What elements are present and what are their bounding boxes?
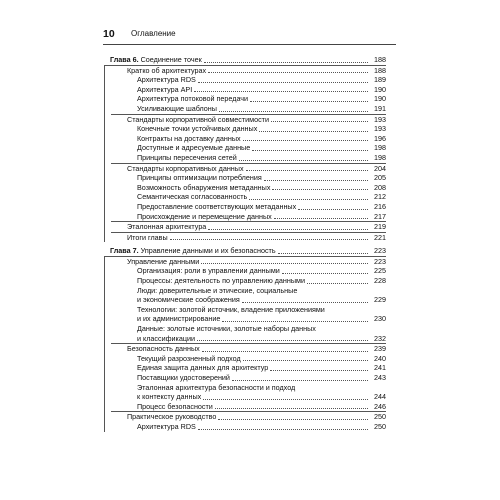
toc-entry [111, 153, 386, 163]
dot-leader [208, 229, 368, 230]
toc-page-number: 204 [374, 163, 386, 173]
toc-entry [111, 104, 386, 114]
toc-entry-label: Стандарты корпоративных данных [127, 163, 244, 173]
toc-entry [111, 183, 386, 193]
dot-leader [252, 150, 368, 151]
toc-chapter-entry [110, 246, 386, 256]
toc-entry [111, 163, 386, 174]
dot-leader [218, 419, 368, 420]
toc-entry-label: Текущий разрозненный подход [137, 353, 241, 363]
toc-entry-label: Организация: роли в управлении данными [137, 266, 280, 276]
dot-leader [243, 360, 368, 361]
toc-entry [111, 383, 386, 402]
toc-page-number: 250 [374, 421, 386, 431]
toc-page-number: 219 [374, 222, 386, 232]
dot-leader [201, 263, 368, 264]
dot-leader [246, 170, 368, 171]
toc-entry [111, 276, 386, 286]
dot-leader [264, 180, 368, 181]
toc-entry-label: Архитектура API [137, 84, 193, 94]
toc-page-number: 193 [374, 124, 386, 134]
dot-leader [274, 218, 368, 219]
dot-leader [250, 101, 368, 102]
toc-entry-label-continued: к контексту данных [137, 392, 202, 402]
toc-entry [111, 202, 386, 212]
toc-entry [111, 266, 386, 276]
toc-entry-label: Эталонная архитектура [127, 222, 207, 232]
toc-entry-label-continued: и экономические соображения [137, 295, 240, 305]
toc-entry-label: Архитектура RDS [137, 421, 196, 431]
toc-entry [111, 354, 386, 364]
toc-page-number: 223 [374, 256, 386, 266]
dot-leader [298, 209, 368, 210]
toc-entry [111, 221, 386, 232]
toc-entry [111, 422, 386, 432]
toc-page-number: 221 [374, 232, 386, 242]
chapter-title: Управление данными и их безопасность [140, 246, 276, 256]
toc-entry-label: Данные: золотые источники, золотые наборы данных [137, 324, 316, 334]
toc-entry [111, 75, 386, 85]
dot-leader [204, 62, 368, 63]
toc-page-number: 228 [374, 276, 386, 286]
toc-entry [111, 324, 386, 343]
dot-leader [239, 160, 368, 161]
toc-page-number: 212 [374, 192, 386, 202]
dot-leader [197, 340, 368, 341]
dot-leader [272, 189, 368, 190]
toc-page-number: 208 [374, 182, 386, 192]
toc-chapter-block [110, 55, 386, 242]
chapter-number: Глава 7. [110, 246, 139, 256]
toc-entry [111, 85, 386, 95]
toc-page-number: 241 [374, 363, 386, 373]
toc-entry-label: Процессы: деятельность по управлению данными [137, 276, 305, 286]
toc-entry-label: Предоставление соответствующих метаданных [137, 201, 297, 211]
dot-leader [259, 131, 368, 132]
toc-chapter-label [110, 246, 276, 256]
toc-page-number: 205 [374, 173, 386, 183]
toc-entry-label: Процесс безопасности [137, 401, 213, 411]
header-rule [103, 44, 396, 45]
toc-page-number: 246 [374, 401, 386, 411]
toc-entry-label: Возможность обнаружения метаданных [137, 182, 271, 192]
toc-page-number: 225 [374, 266, 386, 276]
toc-entry-label: Единая защита данных для архитектур [137, 363, 269, 373]
toc-entry [111, 114, 386, 125]
toc-chapter-block [110, 246, 386, 431]
toc-entry-label: Архитектура RDS [137, 75, 196, 85]
toc-entry-label: Принципы оптимизации потребления [137, 173, 262, 183]
toc-entry-label: Итоги главы [127, 232, 168, 242]
toc-entry-label: Безопасность данных [127, 344, 200, 354]
toc-page-number: 191 [374, 103, 386, 113]
toc-entry [111, 192, 386, 202]
toc-entry-label: Конечные точки устойчивых данных [137, 124, 258, 134]
toc-entry-label: Кратко об архитектурах [127, 65, 207, 75]
toc-page-number: 196 [374, 133, 386, 143]
dot-leader [202, 351, 368, 352]
toc-chapter-label [110, 55, 202, 65]
toc-entry [111, 257, 386, 267]
toc-entry-label: Усиливающие шаблоны [137, 103, 217, 113]
toc-entry [111, 363, 386, 373]
toc-entry [111, 411, 386, 422]
dot-leader [203, 399, 368, 400]
toc-entry [111, 94, 386, 104]
toc-page-number: 230 [374, 314, 386, 324]
toc-page-number: 217 [374, 211, 386, 221]
toc-entry [111, 124, 386, 134]
toc-entry [111, 343, 386, 354]
toc-page-number: 223 [374, 246, 386, 256]
toc-entry-label: Стандарты корпоративной совместимости [127, 114, 269, 124]
toc-page-number: 244 [374, 392, 386, 402]
toc-entry-label-continued: и классификации [137, 333, 196, 343]
toc-chapter-sections [104, 65, 386, 243]
toc-page-number: 250 [374, 412, 386, 422]
dot-leader [222, 321, 368, 322]
toc-entry-label: Контракты на доставку данных [137, 133, 241, 143]
dot-leader [249, 199, 368, 200]
dot-leader [270, 370, 368, 371]
toc-page-number: 240 [374, 353, 386, 363]
toc-page-number: 243 [374, 373, 386, 382]
dot-leader [198, 429, 368, 430]
toc-entry-label: Доступные и адресуемые данные [137, 143, 251, 153]
toc-entry-label: Технологии: золотой источник, владение приложениями [137, 304, 325, 314]
toc-page-number: 193 [374, 114, 386, 124]
toc-entry-label: Архитектура потоковой передачи [137, 94, 249, 104]
toc-page-number: 198 [374, 143, 386, 153]
toc-entry-label-continued: и их администрирование [137, 314, 221, 324]
toc-entry [111, 232, 386, 243]
dot-leader [198, 82, 368, 83]
toc-entry [111, 173, 386, 183]
toc-page-number: 239 [374, 344, 386, 354]
toc-page-number: 232 [374, 333, 386, 343]
toc-chapter-sections [104, 256, 386, 432]
dot-leader [219, 111, 368, 112]
toc-entry-label: Семантическая согласованность [137, 192, 248, 202]
toc-entry-label: Люди: доверительные и этические, социальные [137, 285, 298, 295]
running-title: Оглавление [131, 29, 176, 38]
toc-entry [111, 286, 386, 305]
dot-leader [208, 72, 368, 73]
toc-page-number: 189 [374, 75, 386, 85]
toc-page-number: 216 [374, 201, 386, 211]
dot-leader [232, 380, 368, 381]
toc-entry [111, 212, 386, 222]
toc-page-number: 188 [374, 55, 386, 64]
toc-entry [111, 143, 386, 153]
toc-entry [111, 134, 386, 144]
dot-leader [170, 239, 368, 240]
dot-leader [194, 91, 368, 92]
toc-entry-label: Практическое руководство [127, 412, 217, 422]
dot-leader [282, 273, 368, 274]
chapter-number: Глава 6. [110, 55, 139, 64]
toc-entry-label: Происхождение и перемещение данных [137, 211, 272, 221]
toc-entry [111, 373, 386, 383]
dot-leader [278, 253, 368, 254]
toc-page-number: 190 [374, 94, 386, 104]
dot-leader [242, 302, 368, 303]
toc-entry-label: Эталонная архитектура безопасности и подход [137, 382, 296, 392]
toc-chapter-entry [110, 55, 386, 65]
toc-entry [111, 66, 386, 76]
dot-leader [307, 283, 368, 284]
toc-entry-label: Поставщики удостоверений [137, 373, 230, 382]
toc-page-number: 190 [374, 84, 386, 94]
page-number: 10 [103, 28, 115, 40]
toc-entry-label: Управление данными [127, 256, 200, 266]
toc-page-number: 229 [374, 295, 386, 305]
table-of-contents [110, 55, 386, 432]
toc-entry-label: Принципы пересечения сетей [137, 152, 237, 162]
toc-page-number: 188 [374, 65, 386, 75]
toc-entry [111, 402, 386, 412]
dot-leader [215, 408, 368, 409]
chapter-title: Соединение точек [140, 55, 202, 64]
dot-leader [271, 121, 368, 122]
toc-entry [111, 305, 386, 324]
dot-leader [243, 140, 368, 141]
toc-page-number: 198 [374, 152, 386, 162]
